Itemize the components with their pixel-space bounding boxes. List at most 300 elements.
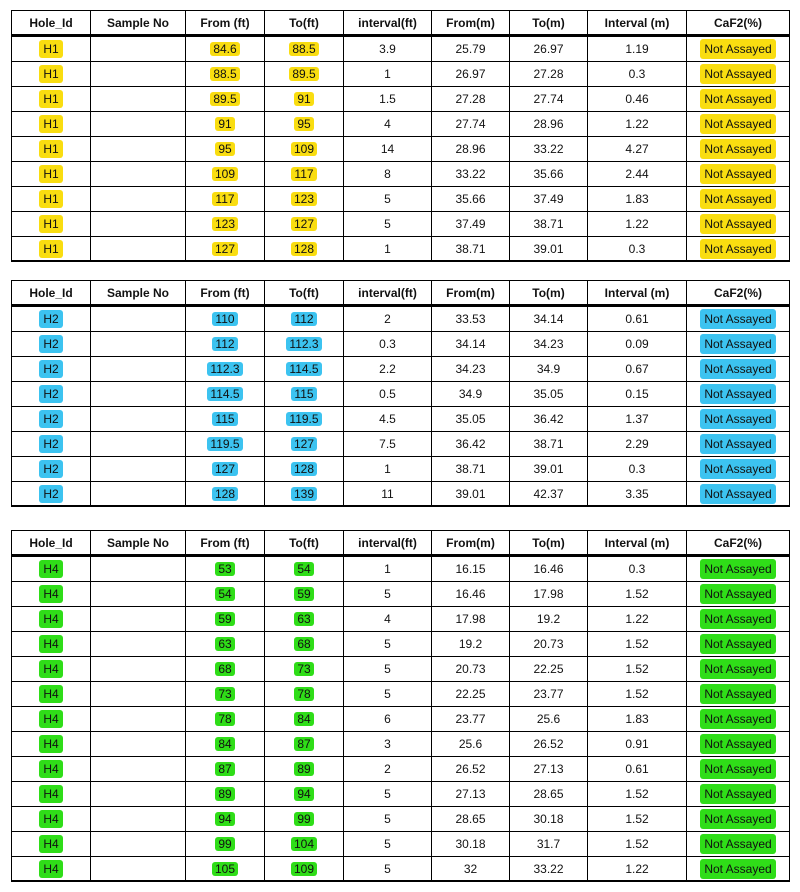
table-row <box>11 657 790 682</box>
cell-from-ft <box>186 757 265 782</box>
cell-caf2 <box>687 607 790 632</box>
highlighted-value: Not Assayed <box>700 559 775 579</box>
cell-interval-ft: 14 <box>344 137 432 162</box>
table-row <box>11 357 790 382</box>
cell-sample-no <box>91 87 186 112</box>
cell-interval-m: 1.52 <box>588 682 687 707</box>
cell-caf2 <box>687 62 790 87</box>
highlighted-value: 73 <box>215 687 234 701</box>
cell-to-ft <box>265 162 344 187</box>
column-header-hole-id: Hole_Id <box>11 530 91 555</box>
cell-from-m: 26.52 <box>432 757 510 782</box>
cell-to-ft <box>265 582 344 607</box>
cell-caf2 <box>687 757 790 782</box>
highlighted-value: 59 <box>294 587 313 601</box>
table-row <box>11 482 790 507</box>
cell-from-m: 23.77 <box>432 707 510 732</box>
cell-sample-no <box>91 707 186 732</box>
highlighted-value: H4 <box>39 835 62 853</box>
cell-to-ft <box>265 62 344 87</box>
cell-hole-id <box>11 407 91 432</box>
highlighted-value: H2 <box>39 460 62 478</box>
cell-from-ft <box>186 307 265 332</box>
highlighted-value: 87 <box>294 737 313 751</box>
cell-to-m: 16.46 <box>510 557 588 582</box>
cell-hole-id <box>11 832 91 857</box>
column-header-caf2: CaF2(%) <box>687 10 790 35</box>
highlighted-value: 54 <box>294 562 313 576</box>
cell-interval-m: 0.91 <box>588 732 687 757</box>
cell-from-m: 32 <box>432 857 510 882</box>
highlighted-value: Not Assayed <box>700 809 775 829</box>
cell-interval-m: 0.3 <box>588 62 687 87</box>
highlighted-value: H2 <box>39 410 62 428</box>
cell-hole-id <box>11 782 91 807</box>
cell-hole-id <box>11 682 91 707</box>
cell-to-ft <box>265 782 344 807</box>
highlighted-value: 53 <box>215 562 234 576</box>
cell-interval-m: 1.83 <box>588 707 687 732</box>
cell-caf2 <box>687 112 790 137</box>
cell-interval-ft: 2 <box>344 307 432 332</box>
highlighted-value: Not Assayed <box>700 139 775 159</box>
cell-hole-id <box>11 37 91 62</box>
highlighted-value: H1 <box>39 65 62 83</box>
cell-interval-m: 4.27 <box>588 137 687 162</box>
cell-from-m: 16.15 <box>432 557 510 582</box>
cell-to-ft <box>265 357 344 382</box>
column-header-to-ft: To(ft) <box>265 530 344 555</box>
cell-sample-no <box>91 307 186 332</box>
cell-hole-id <box>11 62 91 87</box>
cell-from-m: 25.79 <box>432 37 510 62</box>
cell-to-m: 27.74 <box>510 87 588 112</box>
cell-sample-no <box>91 357 186 382</box>
cell-from-ft <box>186 682 265 707</box>
cell-sample-no <box>91 37 186 62</box>
highlighted-value: Not Assayed <box>700 834 775 854</box>
highlighted-value: 127 <box>212 242 238 256</box>
cell-hole-id <box>11 632 91 657</box>
cell-sample-no <box>91 757 186 782</box>
cell-from-m: 25.6 <box>432 732 510 757</box>
highlighted-value: 117 <box>212 192 237 206</box>
highlighted-value: 91 <box>294 92 313 106</box>
cell-to-ft <box>265 732 344 757</box>
cell-from-ft <box>186 632 265 657</box>
table-row <box>11 87 790 112</box>
column-header-interval-m: Interval (m) <box>588 10 687 35</box>
highlighted-value: H2 <box>39 435 62 453</box>
cell-from-m: 39.01 <box>432 482 510 507</box>
cell-interval-ft: 4 <box>344 112 432 137</box>
column-header-interval-ft: interval(ft) <box>344 10 432 35</box>
column-header-interval-m: Interval (m) <box>588 280 687 305</box>
highlighted-value: 112.3 <box>207 362 242 376</box>
cell-caf2 <box>687 382 790 407</box>
cell-interval-ft: 6 <box>344 707 432 732</box>
cell-from-m: 34.23 <box>432 357 510 382</box>
highlighted-value: H1 <box>39 90 62 108</box>
highlighted-value: H4 <box>39 685 62 703</box>
cell-caf2 <box>687 307 790 332</box>
cell-from-ft <box>186 807 265 832</box>
cell-to-m: 30.18 <box>510 807 588 832</box>
cell-interval-ft: 4.5 <box>344 407 432 432</box>
highlighted-value: Not Assayed <box>700 859 775 879</box>
table-row <box>11 212 790 237</box>
cell-to-m: 27.13 <box>510 757 588 782</box>
cell-hole-id <box>11 582 91 607</box>
highlighted-value: Not Assayed <box>700 584 775 604</box>
highlighted-value: 88.5 <box>210 67 239 81</box>
cell-to-ft <box>265 657 344 682</box>
header-row <box>11 280 790 307</box>
cell-interval-ft: 0.5 <box>344 382 432 407</box>
cell-from-ft <box>186 657 265 682</box>
cell-caf2 <box>687 707 790 732</box>
cell-to-m: 35.66 <box>510 162 588 187</box>
cell-from-ft <box>186 137 265 162</box>
cell-interval-m: 0.09 <box>588 332 687 357</box>
cell-interval-m: 0.15 <box>588 382 687 407</box>
cell-interval-ft: 5 <box>344 782 432 807</box>
cell-from-ft <box>186 482 265 507</box>
highlighted-value: H1 <box>39 240 62 258</box>
highlighted-value: 99 <box>294 812 313 826</box>
cell-interval-ft: 3.9 <box>344 37 432 62</box>
highlighted-value: 84.6 <box>210 42 239 56</box>
highlighted-value: 94 <box>215 812 234 826</box>
table-row <box>11 37 790 62</box>
highlighted-value: Not Assayed <box>700 64 775 84</box>
cell-caf2 <box>687 407 790 432</box>
highlighted-value: Not Assayed <box>700 164 775 184</box>
table-row <box>11 632 790 657</box>
highlighted-value: 95 <box>215 142 234 156</box>
highlighted-value: Not Assayed <box>700 659 775 679</box>
cell-interval-m: 0.61 <box>588 307 687 332</box>
highlighted-value: 115 <box>291 387 316 401</box>
cell-interval-m: 0.3 <box>588 557 687 582</box>
table-row <box>11 382 790 407</box>
highlighted-value: 128 <box>212 487 238 501</box>
cell-caf2 <box>687 87 790 112</box>
cell-sample-no <box>91 782 186 807</box>
cell-from-ft <box>186 457 265 482</box>
assay-table-h4 <box>11 530 790 882</box>
highlighted-value: 123 <box>212 217 238 231</box>
cell-to-ft <box>265 607 344 632</box>
highlighted-value: 84 <box>294 712 313 726</box>
cell-sample-no <box>91 557 186 582</box>
cell-interval-ft: 5 <box>344 212 432 237</box>
cell-sample-no <box>91 607 186 632</box>
cell-to-m: 19.2 <box>510 607 588 632</box>
cell-caf2 <box>687 37 790 62</box>
cell-from-ft <box>186 857 265 882</box>
cell-sample-no <box>91 187 186 212</box>
highlighted-value: 128 <box>291 242 317 256</box>
cell-caf2 <box>687 557 790 582</box>
cell-sample-no <box>91 657 186 682</box>
cell-from-m: 35.05 <box>432 407 510 432</box>
highlighted-value: 68 <box>215 662 234 676</box>
cell-from-m: 17.98 <box>432 607 510 632</box>
highlighted-value: 112.3 <box>286 337 321 351</box>
cell-sample-no <box>91 807 186 832</box>
cell-to-ft <box>265 632 344 657</box>
cell-sample-no <box>91 162 186 187</box>
column-header-to-ft: To(ft) <box>265 280 344 305</box>
cell-from-ft <box>186 357 265 382</box>
cell-to-m: 31.7 <box>510 832 588 857</box>
cell-interval-ft: 5 <box>344 632 432 657</box>
cell-interval-ft: 1 <box>344 237 432 262</box>
cell-to-ft <box>265 557 344 582</box>
cell-to-m: 39.01 <box>510 457 588 482</box>
column-header-to-m: To(m) <box>510 530 588 555</box>
highlighted-value: 114.5 <box>286 362 321 376</box>
cell-to-m: 34.14 <box>510 307 588 332</box>
cell-from-ft <box>186 557 265 582</box>
highlighted-value: 63 <box>215 637 234 651</box>
cell-interval-ft: 8 <box>344 162 432 187</box>
table-row <box>11 857 790 882</box>
table-row <box>11 162 790 187</box>
column-header-hole-id: Hole_Id <box>11 280 91 305</box>
cell-hole-id <box>11 857 91 882</box>
cell-interval-ft: 5 <box>344 682 432 707</box>
cell-interval-ft: 1.5 <box>344 87 432 112</box>
highlighted-value: Not Assayed <box>700 459 775 479</box>
cell-to-ft <box>265 682 344 707</box>
table-row <box>11 407 790 432</box>
highlighted-value: 128 <box>291 462 317 476</box>
table-row <box>11 432 790 457</box>
cell-sample-no <box>91 482 186 507</box>
cell-to-ft <box>265 112 344 137</box>
cell-hole-id <box>11 807 91 832</box>
column-header-sample-no: Sample No <box>91 280 186 305</box>
highlighted-value: H1 <box>39 215 62 233</box>
cell-interval-ft: 2 <box>344 757 432 782</box>
cell-sample-no <box>91 682 186 707</box>
cell-to-m: 33.22 <box>510 137 588 162</box>
highlighted-value: Not Assayed <box>700 734 775 754</box>
highlighted-value: H1 <box>39 40 62 58</box>
highlighted-value: 114.5 <box>207 387 242 401</box>
cell-interval-m: 0.3 <box>588 237 687 262</box>
cell-interval-m: 0.46 <box>588 87 687 112</box>
cell-to-ft <box>265 332 344 357</box>
cell-to-ft <box>265 707 344 732</box>
cell-hole-id <box>11 607 91 632</box>
cell-interval-ft: 3 <box>344 732 432 757</box>
highlighted-value: H2 <box>39 335 62 353</box>
cell-sample-no <box>91 632 186 657</box>
cell-from-m: 30.18 <box>432 832 510 857</box>
column-header-sample-no: Sample No <box>91 10 186 35</box>
highlighted-value: 91 <box>215 117 234 131</box>
cell-from-m: 22.25 <box>432 682 510 707</box>
cell-to-m: 28.65 <box>510 782 588 807</box>
assay-table-h2 <box>11 280 790 507</box>
highlighted-value: 110 <box>212 312 237 326</box>
cell-hole-id <box>11 162 91 187</box>
cell-interval-m: 1.52 <box>588 632 687 657</box>
cell-hole-id <box>11 112 91 137</box>
highlighted-value: 109 <box>291 142 317 156</box>
cell-to-m: 27.28 <box>510 62 588 87</box>
cell-sample-no <box>91 212 186 237</box>
cell-to-ft <box>265 757 344 782</box>
highlighted-value: 94 <box>294 787 313 801</box>
cell-from-m: 34.9 <box>432 382 510 407</box>
cell-interval-ft: 4 <box>344 607 432 632</box>
highlighted-value: Not Assayed <box>700 309 775 329</box>
cell-from-m: 27.28 <box>432 87 510 112</box>
cell-hole-id <box>11 432 91 457</box>
cell-from-ft <box>186 87 265 112</box>
cell-to-ft <box>265 212 344 237</box>
cell-interval-m: 0.67 <box>588 357 687 382</box>
highlighted-value: 117 <box>291 167 316 181</box>
highlighted-value: Not Assayed <box>700 189 775 209</box>
cell-from-m: 19.2 <box>432 632 510 657</box>
highlighted-value: 112 <box>291 312 316 326</box>
cell-hole-id <box>11 557 91 582</box>
table-row <box>11 607 790 632</box>
cell-from-ft <box>186 432 265 457</box>
cell-interval-m: 1.83 <box>588 187 687 212</box>
cell-hole-id <box>11 137 91 162</box>
cell-interval-ft: 1 <box>344 62 432 87</box>
cell-to-ft <box>265 807 344 832</box>
highlighted-value: H2 <box>39 485 62 503</box>
highlighted-value: 89 <box>294 762 313 776</box>
column-header-from-m: From(m) <box>432 10 510 35</box>
highlighted-value: 119.5 <box>286 412 321 426</box>
cell-interval-ft: 7.5 <box>344 432 432 457</box>
cell-caf2 <box>687 332 790 357</box>
highlighted-value: 123 <box>291 192 317 206</box>
highlighted-value: 112 <box>212 337 237 351</box>
highlighted-value: Not Assayed <box>700 214 775 234</box>
highlighted-value: H4 <box>39 610 62 628</box>
cell-from-m: 37.49 <box>432 212 510 237</box>
cell-to-ft <box>265 857 344 882</box>
cell-sample-no <box>91 457 186 482</box>
cell-sample-no <box>91 732 186 757</box>
cell-from-m: 28.65 <box>432 807 510 832</box>
table-row <box>11 137 790 162</box>
highlighted-value: Not Assayed <box>700 634 775 654</box>
cell-to-ft <box>265 832 344 857</box>
cell-caf2 <box>687 237 790 262</box>
cell-to-ft <box>265 482 344 507</box>
highlighted-value: Not Assayed <box>700 434 775 454</box>
cell-interval-m: 1.22 <box>588 857 687 882</box>
cell-caf2 <box>687 807 790 832</box>
highlighted-value: 54 <box>215 587 234 601</box>
cell-interval-m: 3.35 <box>588 482 687 507</box>
cell-interval-ft: 5 <box>344 832 432 857</box>
cell-caf2 <box>687 582 790 607</box>
cell-from-m: 38.71 <box>432 457 510 482</box>
table-row <box>11 62 790 87</box>
highlighted-value: 127 <box>291 217 317 231</box>
assay-table-h1 <box>11 10 790 262</box>
header-row <box>11 10 790 37</box>
cell-hole-id <box>11 482 91 507</box>
cell-from-ft <box>186 237 265 262</box>
cell-to-m: 36.42 <box>510 407 588 432</box>
table-row <box>11 237 790 262</box>
column-header-from-m: From(m) <box>432 280 510 305</box>
column-header-to-m: To(m) <box>510 10 588 35</box>
cell-interval-ft: 5 <box>344 807 432 832</box>
cell-sample-no <box>91 237 186 262</box>
highlighted-value: 95 <box>294 117 313 131</box>
highlighted-value: Not Assayed <box>700 114 775 134</box>
table-row <box>11 112 790 137</box>
highlighted-value: H4 <box>39 635 62 653</box>
highlighted-value: Not Assayed <box>700 359 775 379</box>
highlighted-value: 99 <box>215 837 234 851</box>
cell-caf2 <box>687 832 790 857</box>
table-row <box>11 582 790 607</box>
cell-to-m: 35.05 <box>510 382 588 407</box>
cell-from-m: 36.42 <box>432 432 510 457</box>
cell-interval-m: 1.22 <box>588 607 687 632</box>
cell-sample-no <box>91 582 186 607</box>
cell-sample-no <box>91 407 186 432</box>
cell-sample-no <box>91 332 186 357</box>
cell-from-m: 38.71 <box>432 237 510 262</box>
cell-hole-id <box>11 457 91 482</box>
cell-interval-m: 1.37 <box>588 407 687 432</box>
cell-from-m: 34.14 <box>432 332 510 357</box>
cell-from-ft <box>186 407 265 432</box>
cell-sample-no <box>91 832 186 857</box>
cell-caf2 <box>687 632 790 657</box>
cell-caf2 <box>687 782 790 807</box>
cell-from-m: 27.74 <box>432 112 510 137</box>
highlighted-value: 89.5 <box>289 67 318 81</box>
cell-to-m: 26.97 <box>510 37 588 62</box>
cell-sample-no <box>91 112 186 137</box>
column-header-sample-no: Sample No <box>91 530 186 555</box>
cell-interval-m: 1.22 <box>588 112 687 137</box>
cell-hole-id <box>11 757 91 782</box>
highlighted-value: 89 <box>215 787 234 801</box>
highlighted-value: Not Assayed <box>700 334 775 354</box>
cell-from-m: 26.97 <box>432 62 510 87</box>
table-row <box>11 307 790 332</box>
highlighted-value: 84 <box>215 737 234 751</box>
cell-from-ft <box>186 782 265 807</box>
highlighted-value: H1 <box>39 140 62 158</box>
cell-to-m: 26.52 <box>510 732 588 757</box>
cell-to-m: 38.71 <box>510 212 588 237</box>
highlighted-value: 105 <box>212 862 238 876</box>
highlighted-value: H2 <box>39 385 62 403</box>
cell-interval-m: 1.52 <box>588 582 687 607</box>
highlighted-value: H1 <box>39 190 62 208</box>
highlighted-value: 139 <box>291 487 317 501</box>
cell-caf2 <box>687 657 790 682</box>
